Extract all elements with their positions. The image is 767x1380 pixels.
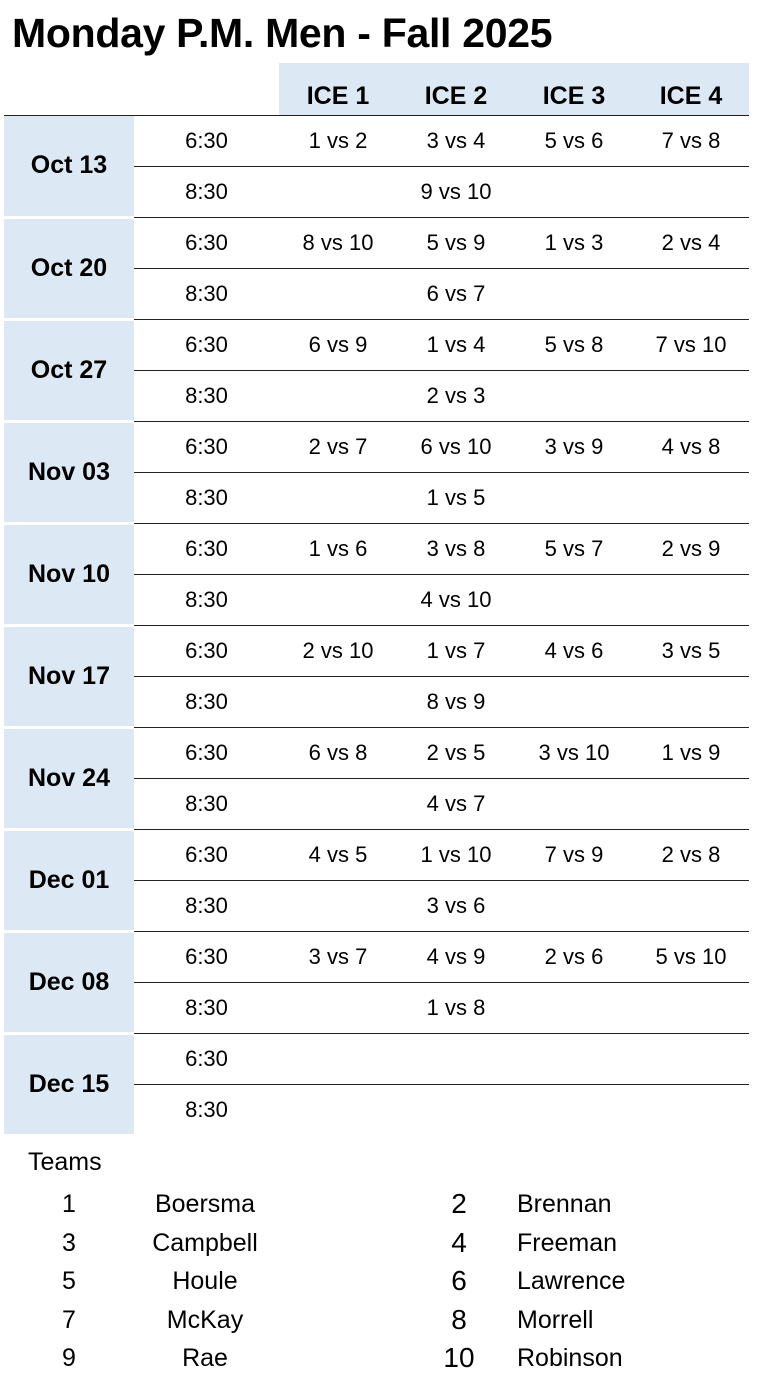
game-cell-ice-4: 7 vs 8 bbox=[633, 115, 749, 166]
time-header-cell bbox=[134, 63, 279, 115]
team-name: Rae bbox=[182, 1344, 228, 1372]
game-cell-ice-2: 1 vs 5 bbox=[397, 472, 515, 523]
game-cell-ice-4: 2 vs 9 bbox=[633, 523, 749, 574]
game-cell-ice-2: 4 vs 9 bbox=[397, 931, 515, 982]
game-cell-ice-2: 3 vs 8 bbox=[397, 523, 515, 574]
date-cell: Oct 13 bbox=[4, 115, 134, 217]
team-row bbox=[0, 1263, 767, 1302]
time-cell: 6:30 bbox=[134, 931, 279, 982]
game-cell-ice-3 bbox=[515, 880, 633, 931]
team-row bbox=[0, 1340, 767, 1379]
game-cell-ice-2: 3 vs 4 bbox=[397, 115, 515, 166]
game-cell-ice-3 bbox=[515, 1033, 633, 1084]
game-cell-ice-4: 7 vs 10 bbox=[633, 319, 749, 370]
game-cell-ice-2: 6 vs 7 bbox=[397, 268, 515, 319]
game-cell-ice-3 bbox=[515, 268, 633, 319]
game-cell-ice-2 bbox=[397, 1084, 515, 1135]
game-cell-ice-1 bbox=[279, 676, 397, 727]
schedule-row bbox=[4, 625, 749, 676]
game-cell-ice-3: 3 vs 10 bbox=[515, 727, 633, 778]
game-cell-ice-2: 3 vs 6 bbox=[397, 880, 515, 931]
team-number: 10 bbox=[443, 1342, 475, 1373]
time-cell: 6:30 bbox=[134, 319, 279, 370]
game-cell-ice-3 bbox=[515, 778, 633, 829]
time-cell: 6:30 bbox=[134, 625, 279, 676]
team-name: McKay bbox=[166, 1305, 244, 1334]
game-cell-ice-4: 1 vs 9 bbox=[633, 727, 749, 778]
game-cell-ice-4 bbox=[633, 574, 749, 625]
time-cell: 6:30 bbox=[134, 1033, 279, 1084]
game-cell-ice-3: 1 vs 3 bbox=[515, 217, 633, 268]
date-cell: Dec 01 bbox=[4, 829, 134, 931]
game-cell-ice-3: 7 vs 9 bbox=[515, 829, 633, 880]
game-cell-ice-1: 2 vs 7 bbox=[279, 421, 397, 472]
time-cell: 8:30 bbox=[134, 676, 279, 727]
game-cell-ice-3: 3 vs 9 bbox=[515, 421, 633, 472]
corner-cell bbox=[4, 63, 134, 115]
team-name: Robinson bbox=[517, 1344, 623, 1372]
team-name: Houle bbox=[172, 1267, 238, 1295]
time-cell: 8:30 bbox=[134, 268, 279, 319]
game-cell-ice-1 bbox=[279, 982, 397, 1033]
team-name: Brennan bbox=[517, 1190, 612, 1218]
time-cell: 6:30 bbox=[134, 421, 279, 472]
date-cell: Oct 27 bbox=[4, 319, 134, 421]
date-cell: Dec 15 bbox=[4, 1033, 134, 1135]
game-cell-ice-3 bbox=[515, 166, 633, 217]
time-cell: 6:30 bbox=[134, 727, 279, 778]
game-cell-ice-1 bbox=[279, 268, 397, 319]
game-cell-ice-4: 3 vs 5 bbox=[633, 625, 749, 676]
game-cell-ice-1: 6 vs 8 bbox=[279, 727, 397, 778]
date-cell: Nov 10 bbox=[4, 523, 134, 625]
game-cell-ice-4: 2 vs 4 bbox=[633, 217, 749, 268]
game-cell-ice-4: 2 vs 8 bbox=[633, 829, 749, 880]
game-cell-ice-1: 8 vs 10 bbox=[279, 217, 397, 268]
time-cell: 8:30 bbox=[134, 166, 279, 217]
date-cell: Nov 17 bbox=[4, 625, 134, 727]
schedule-body bbox=[4, 115, 749, 1135]
game-cell-ice-4 bbox=[633, 880, 749, 931]
schedule-row bbox=[4, 931, 749, 982]
game-cell-ice-4: 5 vs 10 bbox=[633, 931, 749, 982]
game-cell-ice-4 bbox=[633, 982, 749, 1033]
game-cell-ice-1: 2 vs 10 bbox=[279, 625, 397, 676]
team-number: 8 bbox=[451, 1303, 467, 1335]
game-cell-ice-2: 2 vs 5 bbox=[397, 727, 515, 778]
time-cell: 8:30 bbox=[134, 778, 279, 829]
game-cell-ice-1 bbox=[279, 880, 397, 931]
game-cell-ice-4 bbox=[633, 1033, 749, 1084]
time-cell: 8:30 bbox=[134, 574, 279, 625]
game-cell-ice-3 bbox=[515, 370, 633, 421]
team-name: Morrell bbox=[517, 1305, 594, 1334]
team-name: Lawrence bbox=[517, 1267, 626, 1295]
date-cell: Oct 20 bbox=[4, 217, 134, 319]
team-row bbox=[0, 1225, 767, 1264]
game-cell-ice-3 bbox=[515, 982, 633, 1033]
team-name: Boersma bbox=[154, 1190, 256, 1218]
game-cell-ice-3: 5 vs 6 bbox=[515, 115, 633, 166]
game-cell-ice-1 bbox=[279, 1033, 397, 1084]
schedule-row bbox=[4, 829, 749, 880]
time-cell: 8:30 bbox=[134, 880, 279, 931]
game-cell-ice-3: 5 vs 8 bbox=[515, 319, 633, 370]
game-cell-ice-1 bbox=[279, 166, 397, 217]
game-cell-ice-3: 5 vs 7 bbox=[515, 523, 633, 574]
time-cell: 6:30 bbox=[134, 217, 279, 268]
game-cell-ice-1 bbox=[279, 574, 397, 625]
game-cell-ice-4 bbox=[633, 778, 749, 829]
teams-label: Teams bbox=[28, 1148, 102, 1176]
game-cell-ice-4 bbox=[633, 472, 749, 523]
game-cell-ice-2: 9 vs 10 bbox=[397, 166, 515, 217]
game-cell-ice-2: 6 vs 10 bbox=[397, 421, 515, 472]
ice-2-header: ICE 2 bbox=[397, 63, 515, 115]
time-cell: 8:30 bbox=[134, 982, 279, 1033]
header-row bbox=[4, 63, 749, 115]
game-cell-ice-2: 1 vs 10 bbox=[397, 829, 515, 880]
ice-1-header: ICE 1 bbox=[279, 63, 397, 115]
time-cell: 6:30 bbox=[134, 115, 279, 166]
game-cell-ice-1: 1 vs 6 bbox=[279, 523, 397, 574]
time-cell: 6:30 bbox=[134, 523, 279, 574]
game-cell-ice-2: 5 vs 9 bbox=[397, 217, 515, 268]
game-cell-ice-3: 2 vs 6 bbox=[515, 931, 633, 982]
time-cell: 6:30 bbox=[134, 829, 279, 880]
game-cell-ice-2: 4 vs 7 bbox=[397, 778, 515, 829]
team-number: 6 bbox=[451, 1265, 467, 1296]
game-cell-ice-4 bbox=[633, 268, 749, 319]
game-cell-ice-1 bbox=[279, 778, 397, 829]
game-cell-ice-2: 1 vs 7 bbox=[397, 625, 515, 676]
schedule-table bbox=[4, 63, 749, 1137]
team-number: 4 bbox=[451, 1226, 467, 1258]
schedule-row bbox=[4, 421, 749, 472]
team-name: Campbell bbox=[152, 1228, 258, 1257]
schedule-row bbox=[4, 115, 749, 166]
game-cell-ice-1 bbox=[279, 1084, 397, 1135]
team-number: 9 bbox=[62, 1344, 76, 1372]
game-cell-ice-4 bbox=[633, 166, 749, 217]
game-cell-ice-2: 4 vs 10 bbox=[397, 574, 515, 625]
schedule-row bbox=[4, 1033, 749, 1084]
game-cell-ice-3 bbox=[515, 574, 633, 625]
date-cell: Nov 03 bbox=[4, 421, 134, 523]
game-cell-ice-4 bbox=[633, 370, 749, 421]
team-number: 7 bbox=[62, 1305, 76, 1334]
game-cell-ice-1: 4 vs 5 bbox=[279, 829, 397, 880]
game-cell-ice-4 bbox=[633, 676, 749, 727]
game-cell-ice-2: 2 vs 3 bbox=[397, 370, 515, 421]
page-title: Monday P.M. Men - Fall 2025 bbox=[12, 10, 553, 56]
date-cell: Dec 08 bbox=[4, 931, 134, 1033]
schedule-row bbox=[4, 727, 749, 778]
game-cell-ice-3 bbox=[515, 676, 633, 727]
schedule-row bbox=[4, 319, 749, 370]
game-cell-ice-1: 1 vs 2 bbox=[279, 115, 397, 166]
ice-4-header: ICE 4 bbox=[633, 63, 749, 115]
team-name: Freeman bbox=[517, 1228, 618, 1257]
team-row bbox=[0, 1186, 767, 1225]
schedule-row bbox=[4, 523, 749, 574]
game-cell-ice-1: 6 vs 9 bbox=[279, 319, 397, 370]
game-cell-ice-3: 4 vs 6 bbox=[515, 625, 633, 676]
game-cell-ice-1 bbox=[279, 472, 397, 523]
game-cell-ice-2: 1 vs 4 bbox=[397, 319, 515, 370]
team-number: 1 bbox=[62, 1190, 76, 1218]
game-cell-ice-2: 1 vs 8 bbox=[397, 982, 515, 1033]
time-cell: 8:30 bbox=[185, 1096, 228, 1122]
time-cell: 8:30 bbox=[134, 370, 279, 421]
team-number: 2 bbox=[451, 1188, 467, 1219]
game-cell-ice-2: 8 vs 9 bbox=[397, 676, 515, 727]
team-number: 3 bbox=[62, 1228, 76, 1257]
team-number: 5 bbox=[62, 1267, 76, 1295]
game-cell-ice-4 bbox=[633, 1084, 749, 1135]
time-cell: 8:30 bbox=[134, 472, 279, 523]
teams-list bbox=[0, 1186, 767, 1379]
team-row bbox=[0, 1302, 767, 1341]
game-cell-ice-3 bbox=[515, 472, 633, 523]
schedule-row bbox=[4, 217, 749, 268]
ice-3-header: ICE 3 bbox=[515, 63, 633, 115]
game-cell-ice-3 bbox=[515, 1084, 633, 1135]
date-cell: Nov 24 bbox=[4, 727, 134, 829]
game-cell-ice-1: 3 vs 7 bbox=[279, 931, 397, 982]
game-cell-ice-1 bbox=[279, 370, 397, 421]
game-cell-ice-2 bbox=[397, 1033, 515, 1084]
game-cell-ice-4: 4 vs 8 bbox=[633, 421, 749, 472]
